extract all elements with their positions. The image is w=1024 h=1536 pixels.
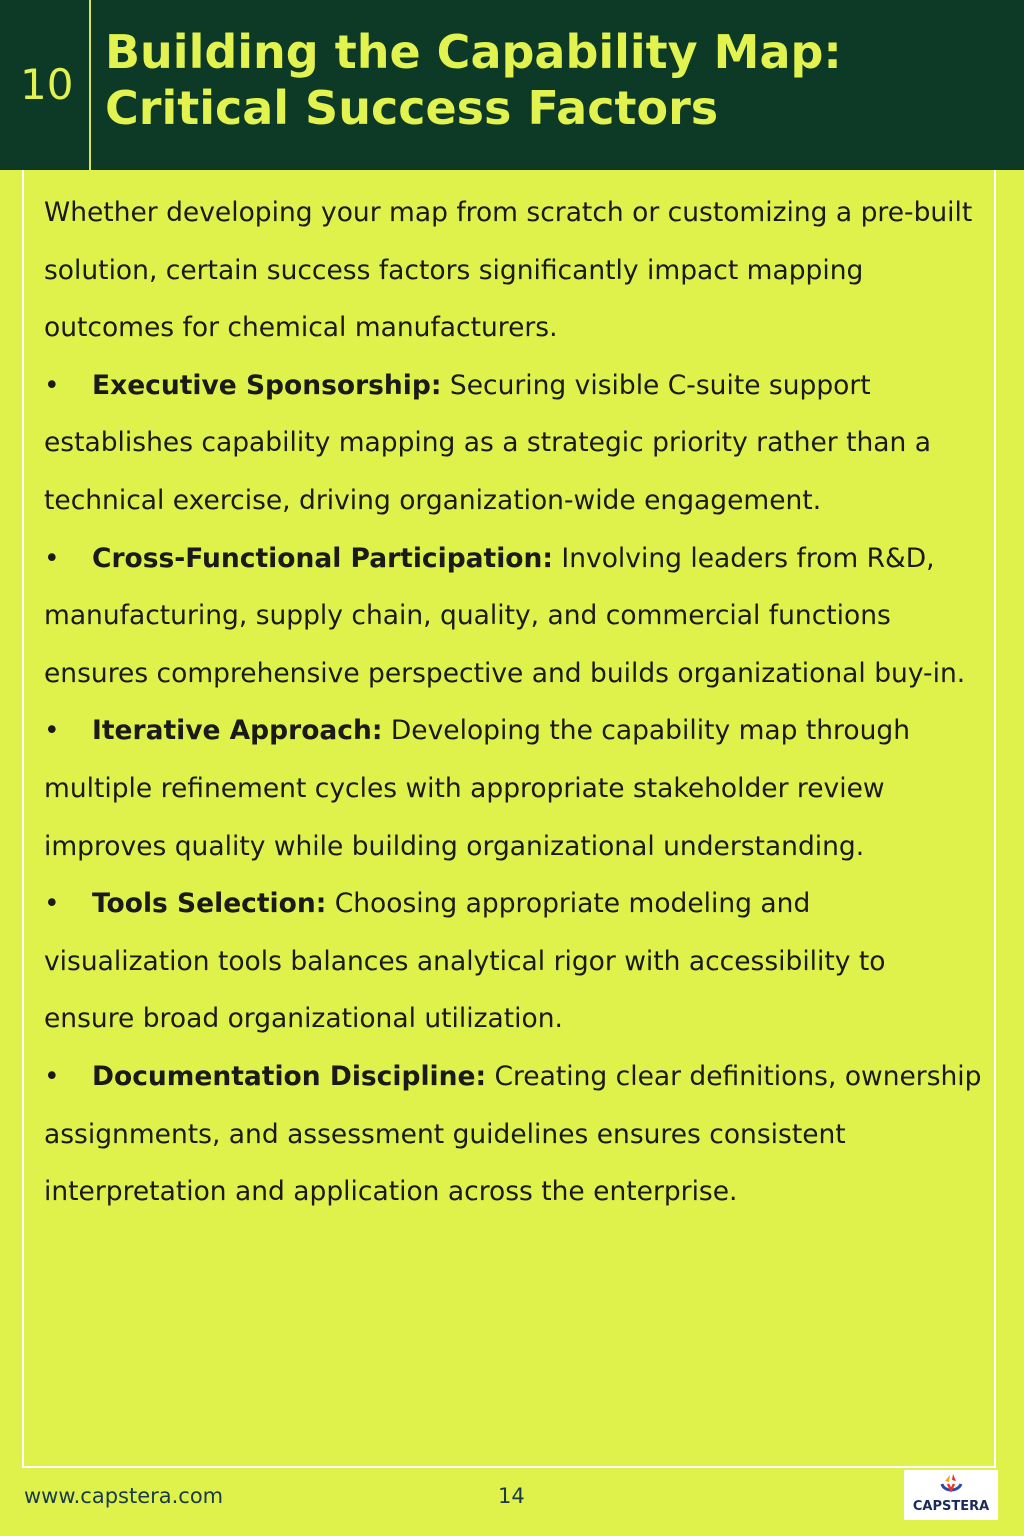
title-line-2: Critical Success Factors [105,81,719,135]
factor-item [44,357,984,530]
factor-term: Iterative Approach: [92,715,383,747]
factor-term: Documentation Discipline: [92,1060,487,1092]
section-number: 10 [20,60,74,109]
factor-text: Developing the capability map through multiple refinement cycles with appropriate stakeholder review improves quality while building organizational understanding. [44,715,910,862]
website-link[interactable]: www.capstera.com [24,1484,224,1508]
capstera-logo [904,1470,998,1520]
title-line-1: Building the Capability Map: [105,25,842,79]
factor-text: Creating clear definitions, ownership assignments, and assessment guidelines ensures consistent interpretation and application across the enterprise. [44,1060,982,1208]
capstera-logo-icon [934,1472,968,1498]
header-divider [89,0,91,170]
bullet-icon: • [44,1060,60,1092]
bullet-icon: • [44,369,60,401]
bullet-icon: • [44,542,60,574]
factor-text: Securing visible C-suite support establishes capability mapping as a strategic priority rather than a technical exercise, driving organization-wide engagement. [44,369,931,516]
factor-term: Cross-Functional Participation: [92,542,553,574]
page-number: 14 [498,1484,525,1508]
factor-term: Tools Selection: [92,888,327,920]
factor-item [44,1048,984,1221]
factor-item [44,702,984,875]
intro-paragraph: Whether developing your map from scratch or customizing a pre-built solution, certain success factors significantly impact mapping outcomes for chemical manufacturers. [44,197,973,344]
factor-text: Involving leaders from R&D, manufacturing, supply chain, quality, and commercial functions ensures comprehensive perspective and builds organizational buy-in. [44,542,966,689]
factor-item [44,875,984,1048]
content-body [44,184,984,1221]
factor-text: Choosing appropriate modeling and visualization tools balances analytical rigor with accessibility to ensure broad organizational utilization. [44,888,886,1035]
factor-item [44,530,984,703]
factor-term: Executive Sponsorship: [92,369,442,401]
page-title [105,24,842,136]
page-header [0,0,1024,170]
bullet-icon: • [44,888,60,920]
bullet-icon: • [44,715,60,747]
logo-text: CAPSTERA [912,1499,990,1514]
